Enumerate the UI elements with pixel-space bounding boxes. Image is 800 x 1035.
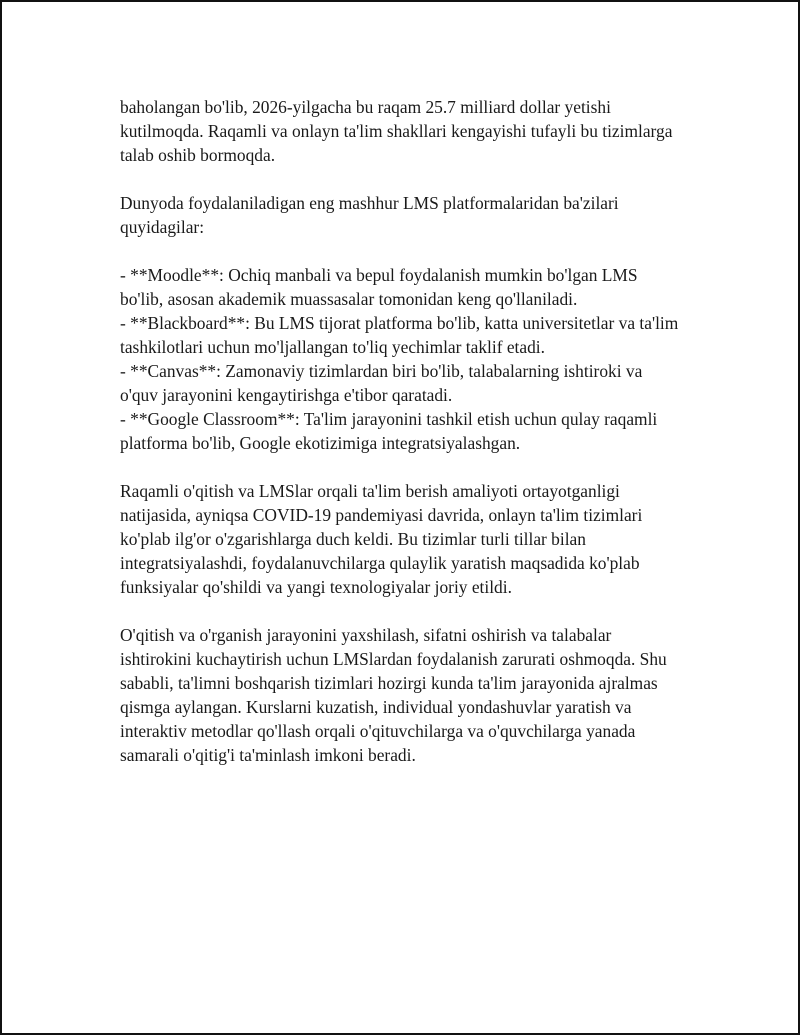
- list-item-moodle: - **Moodle**: Ochiq manbali va bepul foydalanish mumkin bo'lgan LMS bo'lib, asosan akademik muassasalar tomonidan keng qo'llaniladi.: [120, 265, 638, 309]
- platforms-list: [120, 263, 680, 455]
- covid-paragraph: Raqamli o'qitish va LMSlar orqali ta'lim berish amaliyoti ortayotganligi natijasida, ayniqsa COVID-19 pandemiyasi davrida, onlayn ta'lim tizimlari ko'plab ilg'or o'zgarishlarga duch keldi. Bu tizimlar turli tillar bilan integratsiyalashdi, foydalanuvchilarga qulaylik yaratish maqsadida ko'plab funksiyalar qo'shildi va yangi texnologiyalar joriy etildi.: [120, 481, 643, 597]
- platforms-intro-paragraph: Dunyoda foydalaniladigan eng mashhur LMS platformalaridan ba'zilari quyidagilar:: [120, 193, 619, 237]
- list-item-canvas: - **Canvas**: Zamonaviy tizimlardan biri bo'lib, talabalarning ishtiroki va o'quv jarayonini kengaytirishga e'tibor qaratadi.: [120, 361, 643, 405]
- list-item-google-classroom: - **Google Classroom**: Ta'lim jarayonini tashkil etish uchun qulay raqamli platforma bo'lib, Google ekotizimiga integratsiyalashgan.: [120, 409, 658, 453]
- list-item-blackboard: - **Blackboard**: Bu LMS tijorat platforma bo'lib, katta universitetlar va ta'lim tashkilotlari uchun mo'ljallangan to'liq yechimlar taklif etadi.: [120, 313, 679, 357]
- intro-paragraph: baholangan bo'lib, 2026-yilgacha bu raqam 25.7 milliard dollar yetishi kutilmoqda. Raqamli va onlayn ta'lim shakllari kengayishi tufayli bu tizimlarga talab oshib bormoqda.: [120, 97, 673, 165]
- conclusion-paragraph: O'qitish va o'rganish jarayonini yaxshilash, sifatni oshirish va talabalar ishtirokini kuchaytirish uchun LMSlardan foydalanish zarurati oshmoqda. Shu sababli, ta'limni boshqarish tizimlari hozirgi kunda ta'lim jarayonida ajralmas qismga aylangan. Kurslarni kuzatish, individual yondashuvlar yaratish va interaktiv metodlar qo'llash orqali o'qituvchilarga va o'quvchilarga yanada samarali o'qitig'i ta'minlash imkoni beradi.: [120, 625, 667, 765]
- document-body: [120, 95, 680, 791]
